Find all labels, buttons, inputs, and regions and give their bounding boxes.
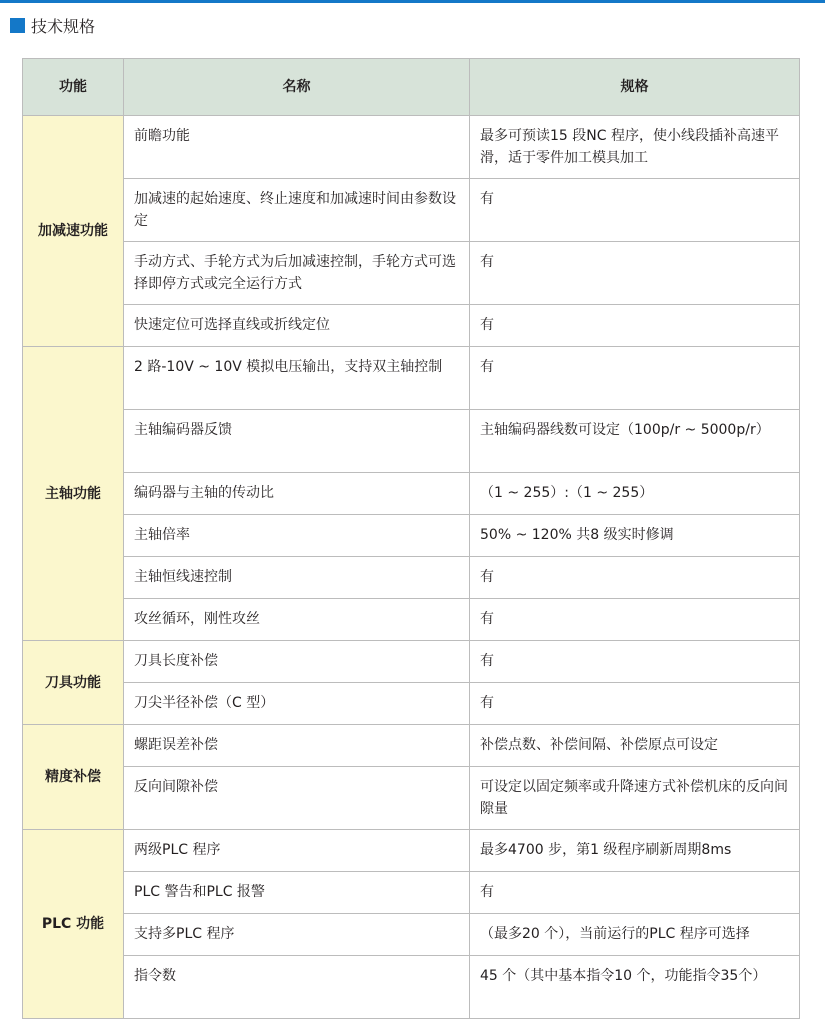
spec-cell: 有	[470, 557, 800, 599]
category-cell: 精度补偿	[23, 725, 124, 830]
category-cell: 加减速功能	[23, 116, 124, 347]
name-cell: 前瞻功能	[124, 116, 470, 179]
top-accent-bar	[0, 0, 825, 3]
spec-cell: 有	[470, 347, 800, 410]
name-cell: 刀尖半径补偿（C 型）	[124, 683, 470, 725]
spec-cell: 50% ~ 120% 共8 级实时修调	[470, 515, 800, 557]
spec-cell: 有	[470, 599, 800, 641]
spec-cell: 有	[470, 872, 800, 914]
table-row	[23, 830, 800, 872]
spec-cell: 补偿点数、补偿间隔、补偿原点可设定	[470, 725, 800, 767]
spec-cell: 有	[470, 305, 800, 347]
column-header-spec: 规格	[470, 59, 800, 116]
column-header-function: 功能	[23, 59, 124, 116]
table-row	[23, 599, 800, 641]
table-row	[23, 914, 800, 956]
section-title	[10, 14, 95, 36]
name-cell: 加减速的起始速度、终止速度和加减速时间由参数设定	[124, 179, 470, 242]
spec-cell: （1 ~ 255）:（1 ~ 255）	[470, 473, 800, 515]
table-row	[23, 956, 800, 1019]
name-cell: 指令数	[124, 956, 470, 1019]
table-row	[23, 473, 800, 515]
spec-cell: 有	[470, 179, 800, 242]
table-row	[23, 347, 800, 410]
spec-cell: 最多可预读15 段NC 程序，使小线段插补高速平滑，适于零件加工模具加工	[470, 116, 800, 179]
title-square-icon	[10, 18, 25, 33]
category-cell: PLC 功能	[23, 830, 124, 1019]
table-row	[23, 872, 800, 914]
table-row	[23, 179, 800, 242]
spec-table	[22, 58, 800, 1019]
name-cell: 2 路-10V ~ 10V 模拟电压输出，支持双主轴控制	[124, 347, 470, 410]
table-row	[23, 557, 800, 599]
name-cell: 主轴恒线速控制	[124, 557, 470, 599]
name-cell: 攻丝循环，刚性攻丝	[124, 599, 470, 641]
name-cell: 主轴编码器反馈	[124, 410, 470, 473]
name-cell: 主轴倍率	[124, 515, 470, 557]
table-row	[23, 305, 800, 347]
table-row	[23, 725, 800, 767]
table-row	[23, 116, 800, 179]
table-row	[23, 641, 800, 683]
spec-cell: 有	[470, 242, 800, 305]
spec-cell: 可设定以固定频率或升降速方式补偿机床的反向间隙量	[470, 767, 800, 830]
category-cell: 主轴功能	[23, 347, 124, 641]
spec-cell: 主轴编码器线数可设定（100p/r ~ 5000p/r）	[470, 410, 800, 473]
name-cell: 两级PLC 程序	[124, 830, 470, 872]
table-row	[23, 515, 800, 557]
spec-cell: 最多4700 步，第1 级程序刷新周期8ms	[470, 830, 800, 872]
spec-cell: （最多20 个），当前运行的PLC 程序可选择	[470, 914, 800, 956]
table-header-row	[23, 59, 800, 116]
table-row	[23, 683, 800, 725]
table-row	[23, 242, 800, 305]
name-cell: 反向间隙补偿	[124, 767, 470, 830]
name-cell: 编码器与主轴的传动比	[124, 473, 470, 515]
spec-cell: 45 个（其中基本指令10 个，功能指令35个）	[470, 956, 800, 1019]
column-header-name: 名称	[124, 59, 470, 116]
name-cell: 手动方式、手轮方式为后加减速控制，手轮方式可选择即停方式或完全运行方式	[124, 242, 470, 305]
spec-cell: 有	[470, 641, 800, 683]
table-row	[23, 767, 800, 830]
name-cell: 支持多PLC 程序	[124, 914, 470, 956]
section-title-text: 技术规格	[31, 16, 96, 36]
name-cell: 快速定位可选择直线或折线定位	[124, 305, 470, 347]
table-row	[23, 410, 800, 473]
category-cell: 刀具功能	[23, 641, 124, 725]
name-cell: 刀具长度补偿	[124, 641, 470, 683]
name-cell: PLC 警告和PLC 报警	[124, 872, 470, 914]
spec-cell: 有	[470, 683, 800, 725]
name-cell: 螺距误差补偿	[124, 725, 470, 767]
